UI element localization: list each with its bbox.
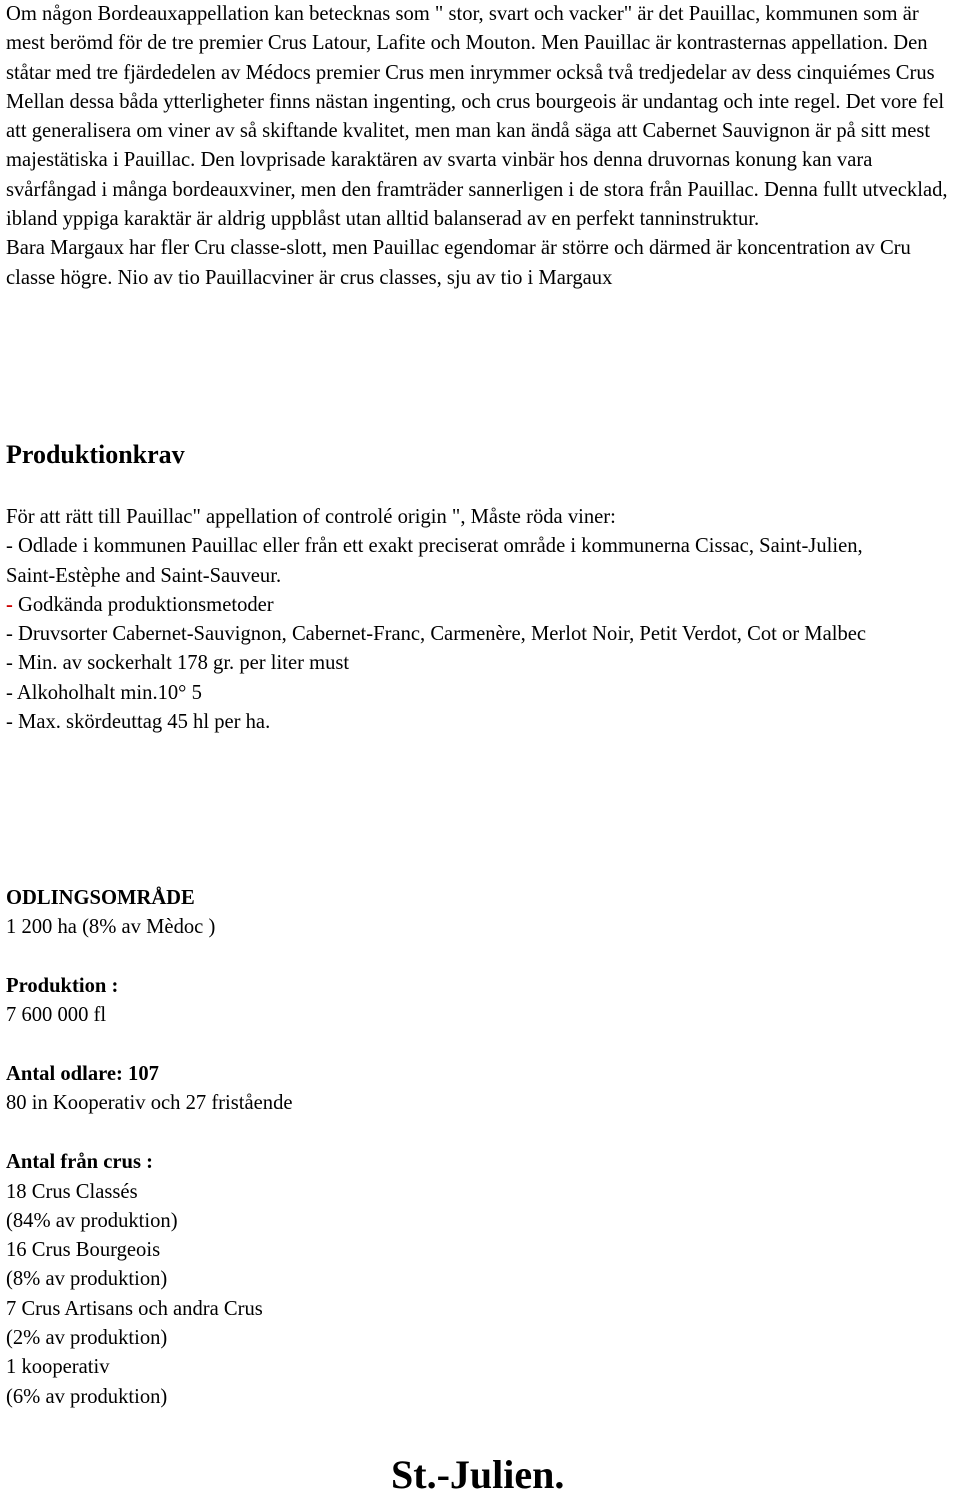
cru-name: 1 kooperativ [6, 1356, 110, 1379]
requirement-yield: - Max. skördeuttag 45 hl per ha. [6, 711, 271, 734]
requirement-methods-text: Godkända produktionsmetoder [12, 593, 274, 616]
growers-value: 80 in Kooperativ och 27 fristående [6, 1092, 293, 1115]
requirement-sugar: - Min. av sockerhalt 178 gr. per liter must [6, 652, 350, 675]
intro-section [6, 0, 960, 293]
production-value: 7 600 000 fl [6, 1004, 107, 1027]
intro-paragraph-1: Om någon Bordeauxappellation kan betecknas som " stor, svart och vacker" är det Pauillac, kommunen som är mest berömd för de tre premier Crus Latour, Lafite och Mouton. Men Pauillac är kontrasternas appellation. Den ståtar med tre fjärdedelen av Médocs premier Crus men inrymmer också två tredjedelar av dess cinquiémes Crus Mellan dessa båda ytterligheter finns nästan ingenting, och crus bourgeois är undantag och inte regel. Det vore fel att generalisera om viner av så skiftande kvalitet, men man kan ändå säga att Cabernet Sauvignon är på sitt mest majestätiska i Pauillac. Den lovprisade karaktären av svarta vinbär hos denna druvornas konung kan vara svårfångad i många bordeauxviner, men den framträder sannerligen i de stora från Pauillac. Denna fullt utvecklad, ibland yppiga karaktär är aldrig uppblåst utan alltid balanserad av en perfekt tanninstruktur. [6, 3, 948, 231]
crus-list [6, 1178, 960, 1412]
crus-label: Antal från crus : [6, 1151, 154, 1174]
cru-name: 7 Crus Artisans och andra Crus [6, 1297, 263, 1320]
requirement-grapes: - Druvsorter Cabernet-Sauvignon, Cabernet-Franc, Carmenère, Merlot Noir, Petit Verdot, Cot or Malbec [6, 623, 867, 646]
production-label: Produktion : [6, 975, 119, 998]
area-label: ODLINGSOMRÅDE [6, 887, 195, 909]
document-page [6, 0, 960, 1497]
requirement-origin-line-2: Saint-Estèphe and Saint-Sauveur. [6, 564, 282, 587]
growers-label: Antal odlare: 107 [6, 1063, 159, 1086]
requirements-list [6, 503, 960, 737]
spacer [6, 943, 960, 973]
cru-share: (84% av produktion) [6, 1209, 178, 1232]
spacer [6, 1031, 960, 1061]
area-value: 1 200 ha (8% av Mèdoc ) [6, 916, 216, 939]
requirements-intro: För att rätt till Pauillac" appellation of controlé origin ", Måste röda viner: [6, 506, 616, 528]
cru-name: 16 Crus Bourgeois [6, 1239, 161, 1262]
requirement-alcohol: - Alkoholhalt min.10° 5 [6, 681, 202, 704]
production-requirements-heading: Produktionkrav [6, 440, 185, 469]
next-section-title: St.-Julien. [391, 1452, 565, 1497]
cru-share: (6% av produktion) [6, 1385, 168, 1408]
requirement-origin-line-1: - Odlade i kommunen Pauillac eller från ett exakt preciserat område i kommunerna Cissac, Saint-Julien, [6, 535, 863, 558]
intro-paragraph-2: Bara Margaux har fler Cru classe-slott, men Pauillac egendomar är större och därmed är koncentration av Cru classe högre. Nio av tio Pauillacviner är crus classes, sju av tio i Margaux [6, 237, 911, 289]
cru-name: 18 Crus Classés [6, 1180, 138, 1203]
spacer [6, 1119, 960, 1149]
cru-share: (8% av produktion) [6, 1268, 168, 1291]
requirement-methods-dash: - [6, 593, 13, 616]
cru-share: (2% av produktion) [6, 1327, 168, 1350]
requirement-methods [6, 591, 960, 620]
facts-section [6, 884, 960, 1412]
